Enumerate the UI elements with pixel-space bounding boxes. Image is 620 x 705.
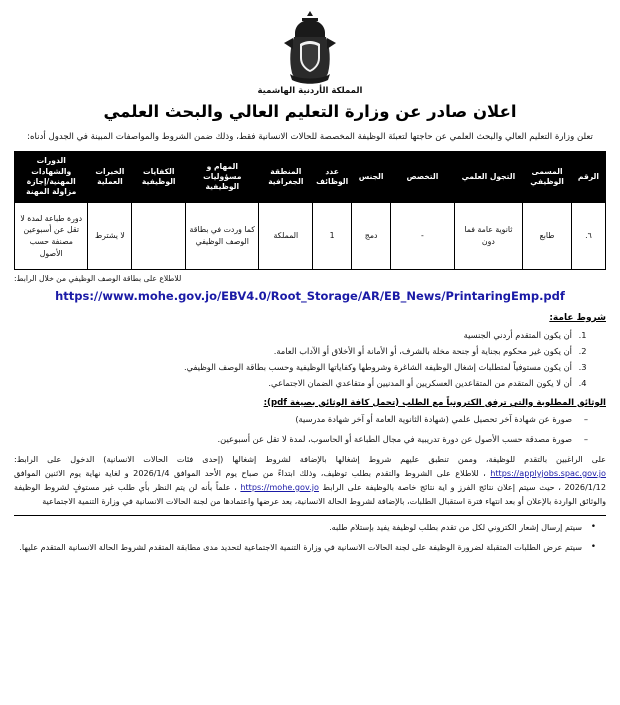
condition-item: 4. أن لا يكون المتقدم من المتقاعدين العسكريين أو المدنيين أو متقاعدي الضمان الاجتماعي.	[14, 375, 576, 391]
mohe-website-link[interactable]: https://mohe.gov.jo	[240, 481, 319, 492]
th-experience: الخبرات العملية	[88, 151, 132, 202]
condition-item: 2. أن يكون غير محكوم بجناية أو جنحة مخلة بالشرف، أو الأمانة أو الأخلاق أو الآداب العامة.	[14, 343, 576, 359]
footer-notes-list	[14, 521, 596, 554]
application-text-part3: ، علماً بأنه لن يتم النظر بأي طلب غير مستوفٍ لشروط الوظيفة والوثائق الواردة بالإعلان أو بعد انتهاء فترة استقبال الطلبات، بالإضافة لشروط الحالة الانسانية، بعد عرضها واعتمادها من لجنة الحالات الانسانية في وزارة التنمية الاجتماعية	[14, 481, 606, 506]
th-competencies: الكفايات الوظيفية	[132, 151, 186, 202]
condition-item: 3. أن يكون مستوفياً لمتطلبات إشغال الوظيفة الشاغرة وشروطها وكفاياتها الوظيفية وحسب بطاقة الوصف الوظيفي.	[14, 359, 576, 375]
footer-note-item: • سيتم عرض الطلبات المتقبلة لضرورة الوظيفة على لجنة الحالات الانسانية في وزارة التنمية الاجتماعية لتحديد مدى مطابقة المتقدم لشروط الحالة الانسانية المتقدم عليها.	[14, 541, 596, 554]
th-number: الرقم	[571, 151, 605, 202]
application-text-part1: على الراغبين بالتقدم للوظيفة، وممن تنطبق عليهم شروط إشغالها بالإضافة لشروط إشغالها (إحدى فئات الحالات الانسانية) الدخول على الرابط:	[14, 454, 606, 465]
page-title: اعلان صادر عن وزارة التعليم العالي والبحث العلمي	[103, 102, 517, 121]
table-row	[15, 202, 606, 269]
emblem-container	[14, 10, 606, 84]
th-geographic-area: المنطقة الجغرافية	[259, 151, 313, 202]
application-paragraph	[14, 453, 606, 509]
cell-duties: كما وردت في بطاقة الوصف الوظيفي	[186, 202, 259, 269]
th-academic-level: التجول العلمي	[454, 151, 522, 202]
footer-note-item: • سيتم إرسال إشعار الكتروني لكل من تقدم بطلب لوظيفة يفيد بإستلام طلبه.	[14, 521, 596, 534]
jobs-table	[14, 151, 606, 270]
condition-item: 1. أن يكون المتقدم أردني الجنسية	[14, 327, 576, 343]
cell-specialty: -	[391, 202, 455, 269]
table-header-row	[15, 151, 606, 202]
th-duties: المهام و مسؤوليات الوظيفية	[186, 151, 259, 202]
cell-certificates: دورة طباعة لمدة لا تقل عن أسبوعين مصنفة حسب الأصول	[15, 202, 88, 269]
cell-geographic-area: المملكة	[259, 202, 313, 269]
document-item: – صورة عن شهادة آخر تحصيل علمي (شهادة الثانوية العامة أو آخر شهادة مدرسية)	[14, 413, 588, 426]
job-card-url-link[interactable]: https://www.mohe.gov.jo/EBV4.0/Root_Storage/AR/EB_News/PrintaringEmp.pdf	[55, 288, 565, 303]
cell-vacancies-count: 1	[313, 202, 352, 269]
documents-heading: الوثائق المطلوبة والتي ترفق الكترونياً مع الطلب (تحمل كافة الوثائق بصيغة pdf):	[263, 397, 606, 408]
cell-gender: دمج	[352, 202, 391, 269]
general-conditions-heading: شروط عامة:	[549, 312, 606, 323]
cell-job-title: طابع	[523, 202, 572, 269]
th-job-title: المسمى الوظيفي	[523, 151, 572, 202]
cell-academic-level: ثانوية عامة فما دون	[454, 202, 522, 269]
th-certificates: الدورات والشهادات المهنية/إجازة مزاولة المهنة	[15, 151, 88, 202]
application-text-part2: ، للاطلاع على الشروط والتقدم بطلب توظيف، وذلك ابتداءً من صباح يوم الأحد الموافق 2026/1/4 و لغاية نهاية يوم الاثنين الموافق 2026/1/12 ، حيث سيتم إعلان نتائج الفرز و اية نتائج خاصة بالوظيفة على الرابط	[14, 468, 606, 492]
th-specialty: التخصص	[391, 151, 455, 202]
apply-portal-link[interactable]: https://applyjobs.spac.gov.jo	[490, 468, 607, 479]
th-gender: الجنس	[352, 151, 391, 202]
th-vacancies-count: عدد الوظائف	[313, 151, 352, 202]
document-item: – صورة مصدقة حسب الأصول عن دورة تدريبية في مجال الطباعة أو الحاسوب، لمدة لا تقل عن أسبوعين.	[14, 433, 588, 446]
job-card-note: للاطلاع على بطاقة الوصف الوظيفي من خلال الرابط:	[14, 273, 182, 283]
intro-paragraph: تعلن وزارة التعليم العالي والبحث العلمي عن حاجتها لتعبئة الوظيفة المخصصة للحالات الانسانية فقط، وذلك ضمن الشروط والمواصفات المبينة في الجدول أدناه:	[27, 132, 593, 142]
divider	[14, 515, 606, 516]
jordan-coat-of-arms-icon	[282, 10, 338, 84]
cell-competencies	[132, 202, 186, 269]
general-conditions-list	[14, 327, 592, 392]
cell-number: ٦.	[571, 202, 605, 269]
cell-experience: لا يشترط	[88, 202, 132, 269]
documents-list	[14, 413, 588, 447]
kingdom-name: المملكة الأردنية الهاشمية	[257, 86, 363, 96]
